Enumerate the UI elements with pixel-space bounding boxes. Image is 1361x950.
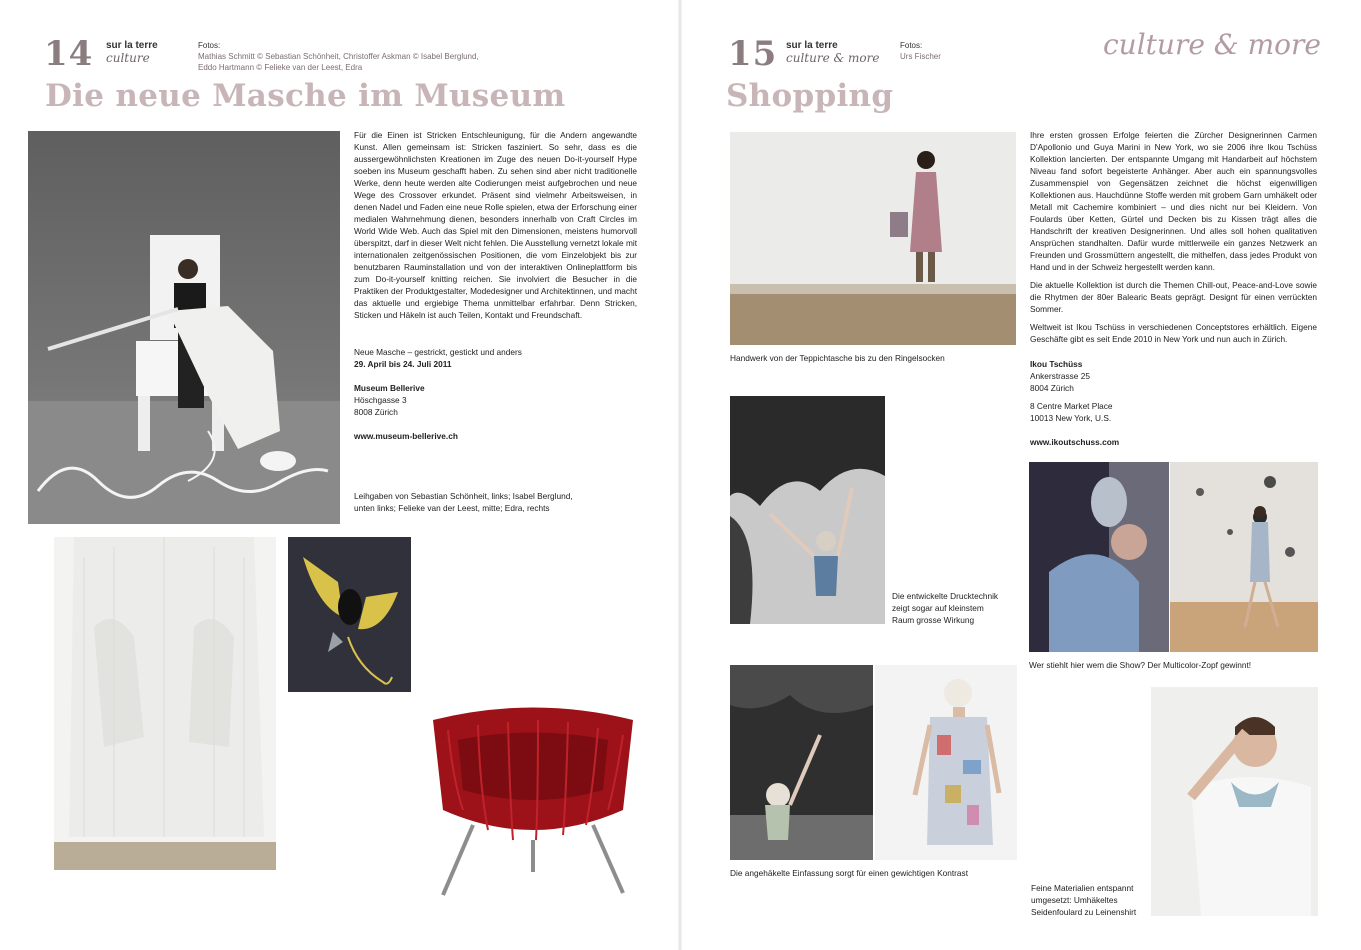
exhibition-dates: 29. April bis 24. Juli 2011 [354, 359, 452, 369]
caption-line: Raum grosse Wirkung [892, 615, 975, 625]
photo-caption [1031, 882, 1149, 918]
credits-label: Fotos: [900, 41, 923, 50]
section-name: culture & more [786, 51, 880, 65]
shop-info [1030, 358, 1317, 448]
article-body [354, 129, 637, 327]
caption-line: Die entwickelte Drucktechnik [892, 591, 999, 601]
section-name: culture [106, 51, 150, 65]
splatter-dancer-photo [730, 396, 885, 624]
rock-blonde-photo [730, 665, 873, 860]
page-headline: Shopping [726, 78, 894, 114]
shop-city: 10013 New York, U.S. [1030, 413, 1112, 423]
shop-name: Ikou Tschüss [1030, 359, 1083, 369]
right-page [680, 0, 1361, 950]
knitting-artist-photo [28, 131, 340, 524]
magazine-name: sur la terre [786, 40, 838, 51]
magazine-name: sur la terre [106, 40, 158, 51]
venue-website-link[interactable]: www.museum-bellerive.ch [354, 431, 458, 441]
caption-line: zeigt sogar auf kleinstem [892, 603, 984, 613]
photo-caption [354, 490, 637, 514]
credits-line: Eddo Hartmann © Felieke van der Leest, Edra [198, 63, 363, 72]
red-chair-photo [418, 700, 648, 900]
walking-model-photo [1170, 462, 1318, 652]
article-paragraph: Für die Einen ist Stricken Entschleunigung, für die Andern angewandte Kunst. Allen gemeinsam ist: Stricken fasziniert. So sehr, dass es die aussergewöhnlichsten Kreationen im Zuge des neuen Do-it-yourself Hype soeben ins Museum geschafft haben. Zu sehen sind aber nicht traditionelle Werke, denn heute werden alte Codierungen meist aufgebrochen und neue Wege des Crossover erkundet. Präsent sind vielmehr Arbeitsweisen, in denen Nadel und Faden eine neue Rolle spielen, etwa der Erforschung einer medialen Wahrnehmung dienen, besonders innerhalb von Craft Circles im World Wide Web. Auch das Spiel mit den Dimensionen, meistens humorvoll überspitzt, darf in dieser Welt nicht fehlen. Die Ausstellung vernetzt lokale mit internationalen zeitgenössischen Positionen, die vom Einzelobjekt bis zur benutzbaren Rauminstallation und von der interaktiven Onlineplattform bis zum Do-it-yourself knitting reichen. Sie involviert die Besucher in die Praktiken der Produktgestalter, Modedesigner und Architektinnen, und macht das aktuelle und ergiebige Thema unmittelbar erfahrbar. Denn Stricken, Sticken und Häkeln ist auch Teilen, Kontakt und Freundschaft. [354, 130, 638, 320]
caption-line: Seidenfoulard zu Leinenshirt [1031, 907, 1137, 917]
caption-line: Leihgaben von Sebastian Schönheit, links; Isabel Berglund, [354, 491, 573, 501]
article-paragraph: Weltweit ist Ikou Tschüss in verschiedenen Conceptstores erhältlich. Eigene Geschäfte gibt es seit Ende 2010 in New York und nun auch in Zürich. [1030, 322, 1317, 344]
photo-caption: Die angehäkelte Einfassung sorgt für einen gewichtigen Kontrast [730, 868, 968, 878]
woman-ledge-photo [730, 132, 1016, 345]
photo-credits [198, 40, 479, 73]
venue-street: Höschgasse 3 [354, 395, 407, 405]
page-headline: Die neue Masche im Museum [45, 78, 566, 114]
left-page [0, 0, 680, 950]
photo-caption: Handwerk von der Teppichtasche bis zu den Ringelsocken [730, 353, 945, 363]
photo-credits [900, 40, 941, 62]
credits-line: Urs Fischer [900, 52, 941, 61]
bird-necklace-photo [288, 537, 411, 692]
photo-caption: Wer stiehlt hier wem die Show? Der Multicolor-Zopf gewinnt! [1029, 660, 1252, 670]
credits-label: Fotos: [198, 41, 221, 50]
knitted-coat-photo [54, 537, 276, 870]
exhibition-title: Neue Masche – gestrickt, gestickt und anders [354, 347, 522, 357]
caption-line: umgesetzt: Umhäkeltes [1031, 895, 1118, 905]
article-paragraph: Ihre ersten grossen Erfolge feierten die Zürcher Designerinnen Carmen D'Apollonio und Guya Marini in New York, wo sie 2006 ihre Ikou Tschüss Kollektion lancierten. Der entspannte Umgang mit Handarbeit auf höchstem Niveau fand sofort begeisterte Anhänger. Aber auch ein spannungsvolles Zusammenspiel von Gegensätzen zeichnet die höchst eigenwilligen Kollektionen aus. Hauchdünne Stoffe werden mit grobem Garn umhäkelt oder Metall mit Cachemire kombiniert – und dies nicht nur bei Kleidern. Von Foulards über Ketten, Gürtel und Decken bis zu Kissen trägt alles die Handschrift der kreativen Designerinnen. Und alles soll hohen qualitativen Ansprüchen standhalten. Dafür wurde mittlerweile ein ganzes Netzwerk an Freunden und Grossmüttern angestellt, die mithelfen, dass jedes Produkt von Hand und in der Schweiz hergestellt werden kann. [1030, 130, 1317, 272]
venue-city: 8008 Zürich [354, 407, 398, 417]
shop-website-link[interactable]: www.ikoutschuss.com [1030, 437, 1120, 447]
shop-street: 8 Centre Market Place [1030, 401, 1113, 411]
shop-street: Ankerstrasse 25 [1030, 371, 1090, 381]
exhibition-info [354, 346, 637, 442]
spoon-collage-photo [1029, 462, 1169, 652]
venue-name: Museum Bellerive [354, 383, 425, 393]
caption-line: Feine Materialien entspannt [1031, 883, 1134, 893]
page-number: 14 [44, 34, 94, 74]
caption-line: unten links; Felieke van der Leest, mitte; Edra, rechts [354, 503, 550, 513]
article-paragraph: Die aktuelle Kollektion ist durch die Themen Chill-out, Peace-and-Love sowie die Rhytmen der 80er Balearic Beats geprägt. Designt für einen verrückten Sommer. [1030, 280, 1317, 314]
photo-caption [892, 590, 1012, 626]
shop-city: 8004 Zürich [1030, 383, 1074, 393]
brand-logo: culture & more [1103, 28, 1321, 61]
man-foulard-photo [1151, 687, 1318, 916]
page-number: 15 [728, 34, 778, 74]
article-body [1030, 129, 1317, 351]
patterned-dress-photo [875, 665, 1017, 860]
credits-line: Mathias Schmitt © Sebastian Schönheit, Christoffer Askman © Isabel Berglund, [198, 52, 479, 61]
